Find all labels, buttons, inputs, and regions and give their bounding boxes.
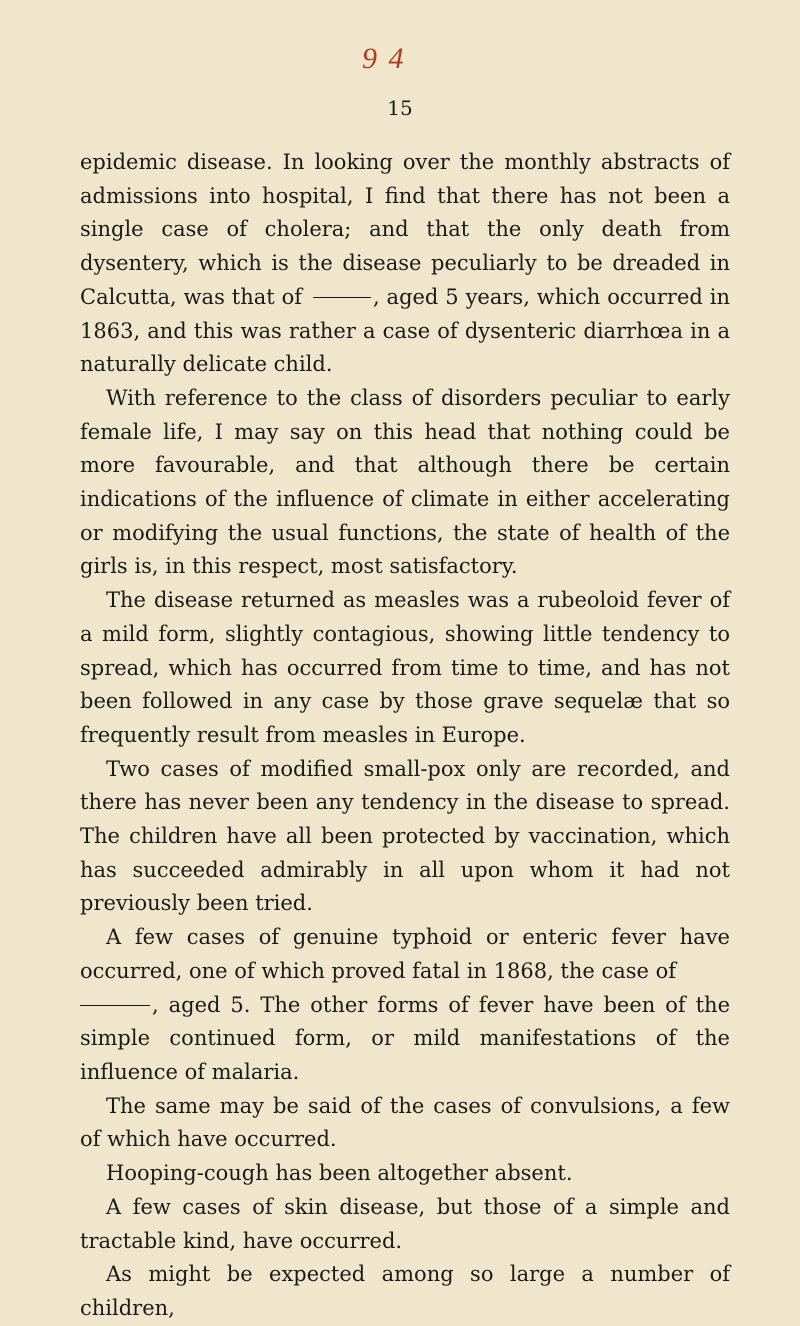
paragraph-text: , aged 5 years, which occurred in 1863, and this was rather a case of dysenteric diarrhœa in a naturally delicate child. [80,284,731,377]
paragraph-text: A few cases of genuine typhoid or enteric fever have occurred, one of which proved fatal in 1868, the case of [80,925,730,983]
paragraph-convulsions [80,1090,730,1157]
paragraph-hooping-cough [80,1157,730,1191]
paragraph-small-pox [80,753,730,922]
paragraph-text: Two cases of modified small-pox only are recorded, and there has never been any tendency in the disease to spread. The children have all been protected by vaccination, which has succeeded admirably in all upon whom it had not previously been tried. [80,756,730,916]
paragraph-female-disorders [80,382,730,584]
paragraph-text: Hooping-cough has been altogether absent. [106,1161,573,1186]
paragraph-cholera-dysentery [80,146,730,382]
paragraph-text: A few cases of skin disease, but those of a simple and tractable kind, have occurred. [80,1194,730,1253]
page-number: 15 [387,96,413,120]
paragraph-text: The same may be said of the cases of convulsions, a few of which have occurred. [80,1093,730,1152]
paragraph-text: With reference to the class of disorders peculiar to early female life, I may say on this head that nothing could be more favourable, and that although there be certain indications of the influence of climate in either accelerating or modifying the usual functions, the state of health of the girls is, in this respect, most satisfactory. [80,385,730,579]
name-omission-dash [313,297,371,298]
paragraph-text: , aged 5. The other forms of fever have been of the simple continued form, or mild manifestations of the influence of malaria. [80,992,730,1084]
paragraph-measles [80,584,730,753]
paragraph-text: As might be expected among so large a number of children, [80,1262,730,1320]
paragraph-text: epidemic disease. In looking over the monthly abstracts of admissions into hospital, I find that there has not been a single case of cholera; and that the only death from dysentery, which is the disease peculiarly to be dreaded in Calcutta, was that of [80,150,730,309]
body-text [80,146,730,1326]
paragraph-children [80,1258,730,1325]
paragraph-typhoid [80,921,730,1090]
name-omission-dash [80,1005,150,1006]
handwritten-annotation: 9 4 [362,42,406,75]
paragraph-skin-disease [80,1191,730,1258]
paragraph-text: The disease returned as measles was a rubeoloid fever of a mild form, slightly contagious, showing little tendency to spread, which has occurred from time to time, and has not been followed in any case by those grave sequelæ that so frequently result from measles in Europe. [80,588,730,747]
